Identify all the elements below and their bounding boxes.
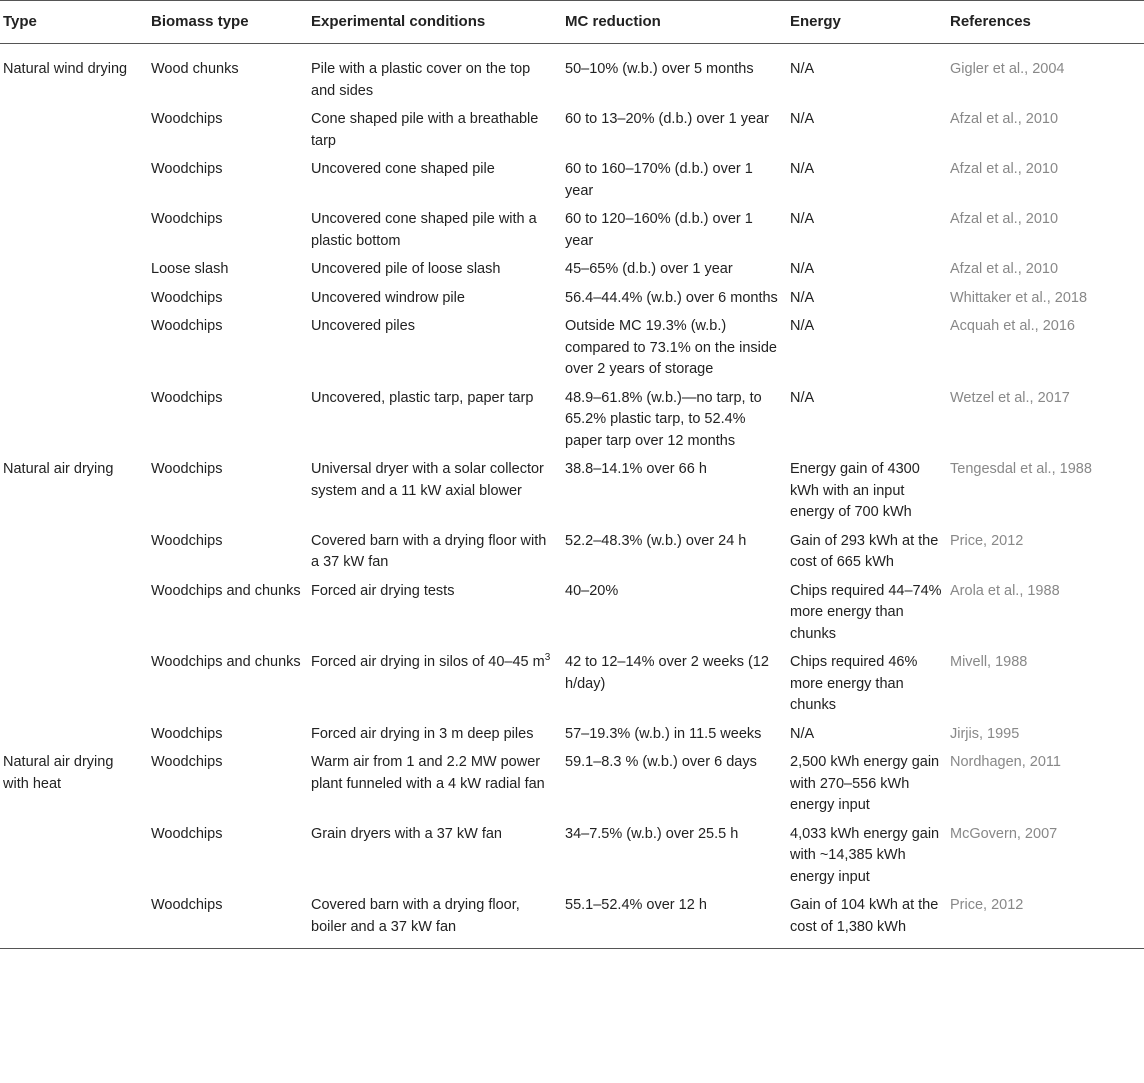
- cell-energy-text: Gain of 293 kWh at the cost of 665 kWh: [790, 532, 939, 570]
- cell-type: [0, 285, 147, 314]
- cell-mc-reduction-text: 45–65% (d.b.) over 1 year: [565, 261, 733, 277]
- cell-reference: [946, 285, 1144, 314]
- cell-reference-text: Afzal et al., 2010: [950, 261, 1059, 277]
- cell-experimental-conditions: [307, 206, 561, 256]
- cell-type-text: Natural wind drying: [3, 61, 128, 77]
- table-row: [0, 528, 1144, 578]
- cell-reference-text: Mivell, 1988: [950, 654, 1028, 670]
- cell-type: [0, 721, 147, 750]
- cell-experimental-conditions-text: Forced air drying in 3 m deep piles: [311, 725, 534, 742]
- cell-mc-reduction-text: Outside MC 19.3% (w.b.) compared to 73.1% on the inside over 2 years of storage: [565, 318, 777, 377]
- cell-experimental-conditions-text: Uncovered pile of loose slash: [311, 261, 501, 277]
- table-row: [0, 44, 1144, 107]
- cell-biomass-type: [147, 106, 307, 156]
- cell-experimental-conditions-text: Uncovered windrow pile: [311, 289, 465, 306]
- cell-mc-reduction-text: 38.8–14.1% over 66 h: [565, 461, 707, 477]
- cell-experimental-conditions-text: Pile with a plastic cover on the top and sides: [311, 61, 531, 99]
- table-row: [0, 285, 1144, 314]
- table-row: [0, 649, 1144, 721]
- cell-reference: [946, 821, 1144, 893]
- cell-reference-text: Arola et al., 1988: [950, 582, 1060, 599]
- cell-biomass-type-text: Woodchips and chunks: [151, 654, 301, 670]
- cell-biomass-type-text: Woodchips: [151, 461, 223, 477]
- cell-type: [0, 749, 147, 821]
- cell-mc-reduction-text: 60 to 120–160% (d.b.) over 1 year: [565, 211, 753, 249]
- cell-reference-text: Acquah et al., 2016: [950, 318, 1075, 334]
- table-row: [0, 821, 1144, 893]
- cell-energy-text: N/A: [790, 211, 815, 227]
- header-mc-reduction: MC reduction: [561, 1, 786, 44]
- cell-type: [0, 313, 147, 385]
- cell-reference-text: Price, 2012: [950, 532, 1024, 549]
- cell-biomass-type: [147, 578, 307, 650]
- cell-experimental-conditions: [307, 385, 561, 457]
- cell-type: [0, 156, 147, 206]
- cell-type: [0, 649, 147, 721]
- cell-biomass-type-text: Woodchips: [151, 897, 223, 913]
- cell-mc-reduction-text: 34–7.5% (w.b.) over 25.5 h: [565, 825, 739, 842]
- cell-energy-text: N/A: [790, 161, 815, 177]
- cell-experimental-conditions: [307, 749, 561, 821]
- cell-biomass-type-text: Woodchips: [151, 111, 223, 127]
- table-row: [0, 385, 1144, 457]
- cell-reference-text: Afzal et al., 2010: [950, 111, 1059, 127]
- cell-mc-reduction-text: 50–10% (w.b.) over 5 months: [565, 61, 754, 77]
- cell-biomass-type-text: Woodchips: [151, 532, 223, 549]
- cell-reference: [946, 385, 1144, 457]
- cell-mc-reduction: [561, 649, 786, 721]
- cell-experimental-conditions-text: Warm air from 1 and 2.2 MW power plant funneled with a 4 kW radial fan: [311, 754, 545, 792]
- cell-reference: [946, 206, 1144, 256]
- cell-type: [0, 892, 147, 949]
- table-row: [0, 156, 1144, 206]
- cell-mc-reduction-text: 42 to 12–14% over 2 weeks (12 h/day): [565, 654, 769, 692]
- table-header: [0, 1, 1144, 44]
- cell-energy-text: Energy gain of 4300 kWh with an input energy of 700 kWh: [790, 461, 920, 520]
- cell-experimental-conditions: [307, 285, 561, 314]
- cell-energy-text: N/A: [790, 111, 815, 127]
- cell-experimental-conditions: [307, 44, 561, 107]
- header-experimental-conditions: Experimental conditions: [307, 1, 561, 44]
- cell-mc-reduction: [561, 44, 786, 107]
- cell-mc-reduction: [561, 721, 786, 750]
- cell-reference-text: Tengesdal et al., 1988: [950, 461, 1092, 477]
- cell-experimental-conditions: [307, 528, 561, 578]
- cell-biomass-type: [147, 721, 307, 750]
- cell-reference: [946, 721, 1144, 750]
- cell-type: [0, 385, 147, 457]
- cell-biomass-type: [147, 156, 307, 206]
- cell-experimental-conditions: [307, 578, 561, 650]
- cell-mc-reduction: [561, 206, 786, 256]
- cell-energy: [786, 892, 946, 949]
- cell-reference-text: McGovern, 2007: [950, 825, 1058, 842]
- cell-energy: [786, 528, 946, 578]
- cell-mc-reduction: [561, 256, 786, 285]
- table-row: [0, 313, 1144, 385]
- cell-energy-text: N/A: [790, 318, 815, 334]
- cell-experimental-conditions-text: Uncovered piles: [311, 318, 415, 334]
- cell-energy: [786, 44, 946, 107]
- cell-reference: [946, 256, 1144, 285]
- cell-experimental-conditions-text: Forced air drying in silos of 40–45 m: [311, 654, 545, 670]
- cell-biomass-type-text: Woodchips: [151, 211, 223, 227]
- cell-experimental-conditions-text: Grain dryers with a 37 kW fan: [311, 825, 502, 842]
- cell-biomass-type: [147, 313, 307, 385]
- cell-type: [0, 106, 147, 156]
- cell-reference-text: Afzal et al., 2010: [950, 161, 1059, 177]
- cell-reference-text: Whittaker et al., 2018: [950, 289, 1088, 306]
- cell-energy: [786, 578, 946, 650]
- cell-experimental-conditions-text: Uncovered, plastic tarp, paper tarp: [311, 389, 534, 406]
- cell-experimental-conditions: [307, 456, 561, 528]
- cell-mc-reduction-text: 57–19.3% (w.b.) in 11.5 weeks: [565, 725, 762, 742]
- table-row: [0, 206, 1144, 256]
- cell-mc-reduction-text: 59.1–8.3 % (w.b.) over 6 days: [565, 754, 757, 770]
- cell-experimental-conditions: [307, 313, 561, 385]
- cell-energy-text: Chips required 46% more energy than chunks: [790, 654, 918, 713]
- cell-experimental-conditions: [307, 721, 561, 750]
- cell-biomass-type: [147, 649, 307, 721]
- cell-energy: [786, 385, 946, 457]
- cell-experimental-conditions: [307, 649, 561, 721]
- cell-biomass-type-text: Woodchips: [151, 161, 223, 177]
- cell-mc-reduction: [561, 106, 786, 156]
- cell-biomass-type: [147, 285, 307, 314]
- cell-mc-reduction: [561, 821, 786, 893]
- cell-mc-reduction-text: 56.4–44.4% (w.b.) over 6 months: [565, 289, 778, 306]
- cell-mc-reduction: [561, 749, 786, 821]
- cell-type: [0, 578, 147, 650]
- table-row: [0, 892, 1144, 949]
- table-body: [0, 44, 1144, 949]
- cell-biomass-type-text: Woodchips: [151, 725, 223, 742]
- cell-energy: [786, 156, 946, 206]
- header-biomass-type: Biomass type: [147, 1, 307, 44]
- cell-reference-text: Wetzel et al., 2017: [950, 389, 1070, 406]
- cell-energy-text: N/A: [790, 725, 815, 742]
- cell-mc-reduction: [561, 156, 786, 206]
- cell-experimental-conditions-text: Uncovered cone shaped pile: [311, 161, 495, 177]
- cell-biomass-type: [147, 892, 307, 949]
- header-type: Type: [0, 1, 147, 44]
- cell-reference: [946, 106, 1144, 156]
- cell-reference: [946, 892, 1144, 949]
- cell-mc-reduction-text: 55.1–52.4% over 12 h: [565, 897, 707, 913]
- cell-energy-text: Chips required 44–74% more energy than chunks: [790, 582, 942, 642]
- cell-energy: [786, 106, 946, 156]
- table-row: [0, 106, 1144, 156]
- cell-energy-text: 4,033 kWh energy gain with ~14,385 kWh energy input: [790, 825, 940, 885]
- table-row: [0, 578, 1144, 650]
- cell-type: [0, 456, 147, 528]
- cell-biomass-type: [147, 44, 307, 107]
- cell-type: [0, 206, 147, 256]
- cell-reference: [946, 749, 1144, 821]
- cell-biomass-type-text: Wood chunks: [151, 61, 239, 77]
- cell-experimental-conditions-text: Covered barn with a drying floor with a 37 kW fan: [311, 532, 547, 570]
- cell-mc-reduction: [561, 456, 786, 528]
- cell-energy: [786, 206, 946, 256]
- cell-mc-reduction: [561, 285, 786, 314]
- cell-biomass-type: [147, 821, 307, 893]
- cell-energy: [786, 649, 946, 721]
- superscript-exponent: 3: [544, 652, 551, 664]
- table-row: [0, 456, 1144, 528]
- cell-type-text: Natural air drying with heat: [3, 754, 114, 792]
- cell-experimental-conditions-text: Cone shaped pile with a breathable tarp: [311, 111, 539, 149]
- cell-reference: [946, 578, 1144, 650]
- table-row: [0, 749, 1144, 821]
- cell-energy: [786, 721, 946, 750]
- cell-biomass-type-text: Woodchips: [151, 389, 223, 406]
- cell-reference-text: Gigler et al., 2004: [950, 61, 1065, 77]
- cell-experimental-conditions: [307, 256, 561, 285]
- cell-reference: [946, 528, 1144, 578]
- cell-type: [0, 528, 147, 578]
- cell-energy-text: 2,500 kWh energy gain with 270–556 kWh energy input: [790, 754, 940, 813]
- cell-experimental-conditions-text: Uncovered cone shaped pile with a plastic bottom: [311, 211, 537, 249]
- cell-biomass-type: [147, 528, 307, 578]
- cell-type: [0, 44, 147, 107]
- cell-experimental-conditions-text: Forced air drying tests: [311, 582, 455, 599]
- cell-mc-reduction-text: 40–20%: [565, 582, 619, 599]
- cell-biomass-type-text: Loose slash: [151, 261, 229, 277]
- cell-mc-reduction: [561, 385, 786, 457]
- cell-energy-text: N/A: [790, 61, 815, 77]
- cell-biomass-type: [147, 256, 307, 285]
- table-row: [0, 256, 1144, 285]
- cell-mc-reduction: [561, 313, 786, 385]
- cell-reference-text: Nordhagen, 2011: [950, 754, 1061, 770]
- cell-reference: [946, 44, 1144, 107]
- cell-reference: [946, 156, 1144, 206]
- cell-type-text: Natural air drying: [3, 461, 114, 477]
- cell-type: [0, 256, 147, 285]
- cell-biomass-type-text: Woodchips: [151, 754, 223, 770]
- header-energy: Energy: [786, 1, 946, 44]
- cell-type: [0, 821, 147, 893]
- cell-mc-reduction: [561, 528, 786, 578]
- cell-reference: [946, 649, 1144, 721]
- cell-biomass-type-text: Woodchips and chunks: [151, 582, 301, 599]
- cell-reference: [946, 313, 1144, 385]
- cell-biomass-type: [147, 385, 307, 457]
- cell-mc-reduction-text: 48.9–61.8% (w.b.)—no tarp, to 65.2% plastic tarp, to 52.4% paper tarp over 12 months: [565, 389, 762, 449]
- cell-mc-reduction-text: 60 to 160–170% (d.b.) over 1 year: [565, 161, 753, 199]
- cell-biomass-type: [147, 456, 307, 528]
- cell-biomass-type-text: Woodchips: [151, 825, 223, 842]
- cell-biomass-type-text: Woodchips: [151, 289, 223, 306]
- cell-mc-reduction-text: 60 to 13–20% (d.b.) over 1 year: [565, 111, 769, 127]
- cell-mc-reduction: [561, 892, 786, 949]
- header-references: References: [946, 1, 1144, 44]
- cell-energy-text: N/A: [790, 261, 815, 277]
- cell-mc-reduction-text: 52.2–48.3% (w.b.) over 24 h: [565, 532, 747, 549]
- cell-energy: [786, 821, 946, 893]
- cell-energy: [786, 749, 946, 821]
- cell-biomass-type: [147, 749, 307, 821]
- cell-experimental-conditions-text: Covered barn with a drying floor, boiler and a 37 kW fan: [311, 897, 520, 935]
- cell-energy: [786, 256, 946, 285]
- cell-energy: [786, 456, 946, 528]
- cell-experimental-conditions: [307, 821, 561, 893]
- cell-experimental-conditions: [307, 892, 561, 949]
- cell-energy: [786, 285, 946, 314]
- cell-reference-text: Price, 2012: [950, 897, 1024, 913]
- cell-energy-text: N/A: [790, 289, 815, 306]
- cell-biomass-type: [147, 206, 307, 256]
- cell-energy-text: Gain of 104 kWh at the cost of 1,380 kWh: [790, 897, 939, 935]
- cell-experimental-conditions: [307, 156, 561, 206]
- cell-reference: [946, 456, 1144, 528]
- cell-experimental-conditions-text: Universal dryer with a solar collector system and a 11 kW axial blower: [311, 461, 544, 499]
- cell-biomass-type-text: Woodchips: [151, 318, 223, 334]
- cell-energy: [786, 313, 946, 385]
- cell-mc-reduction: [561, 578, 786, 650]
- cell-energy-text: N/A: [790, 389, 815, 406]
- cell-reference-text: Afzal et al., 2010: [950, 211, 1059, 227]
- cell-reference-text: Jirjis, 1995: [950, 725, 1020, 742]
- cell-experimental-conditions: [307, 106, 561, 156]
- table-row: [0, 721, 1144, 750]
